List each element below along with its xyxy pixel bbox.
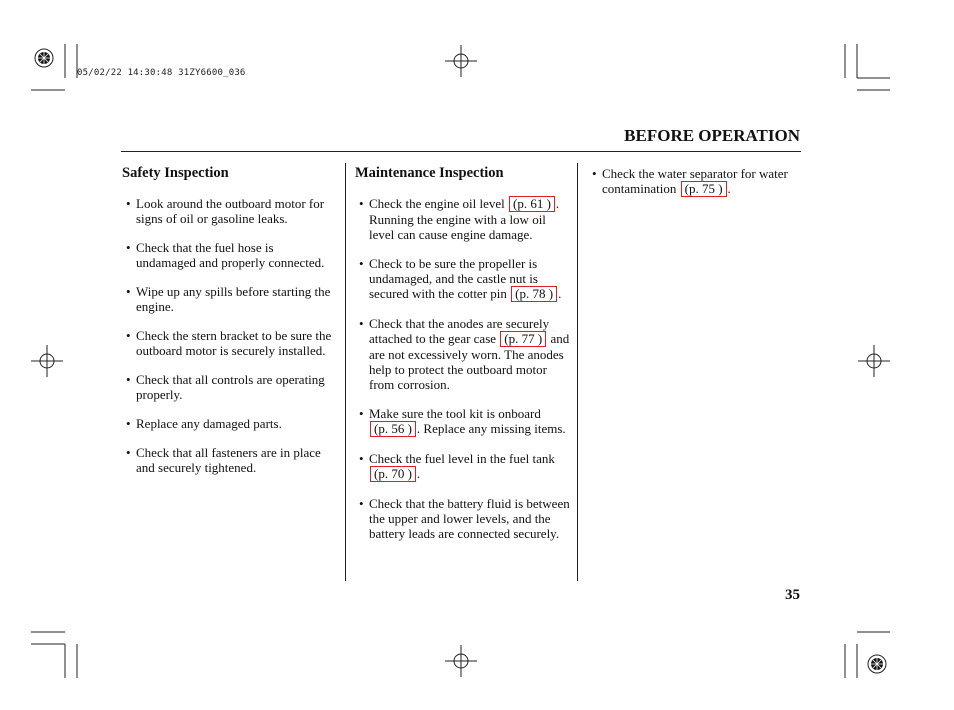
registration-target-right xyxy=(858,345,890,377)
page-ref-link[interactable]: (p. 70 ) xyxy=(370,466,416,482)
list-item: • Replace any damaged parts. xyxy=(126,416,282,431)
list-item: • Look around the outboard motor for signs of oil or gasoline leaks. xyxy=(126,196,325,226)
registration-target-bottom xyxy=(445,645,477,677)
column-divider-2 xyxy=(577,163,578,581)
column-divider-1 xyxy=(345,163,346,581)
checklist xyxy=(122,196,334,475)
list-item: • Check the stern bracket to be sure the outboard motor is securely installed. xyxy=(126,328,332,358)
safety-inspection-column xyxy=(122,164,334,489)
checklist xyxy=(355,196,573,541)
list-item: • Wipe up any spills before starting the engine. xyxy=(126,284,331,314)
maintenance-inspection-column xyxy=(355,164,573,555)
header-rule xyxy=(121,151,801,152)
list-item: • Check that the anodes are securely attached to the gear case (p. 77 ) and are not excessively worn. The anodes help to protect the outboard motor from corrosion. xyxy=(359,316,570,392)
list-item: • Check the engine oil level (p. 61 ) . Running the engine with a low oil level can cause engine damage. xyxy=(359,196,560,242)
registration-target-left xyxy=(31,345,63,377)
additional-checks-column xyxy=(588,166,788,211)
page-number: 35 xyxy=(785,587,800,603)
list-item: • Check to be sure the propeller is undamaged, and the castle nut is secured with the cotter pin (p. 78 ) . xyxy=(359,256,562,301)
list-item: • Make sure the tool kit is onboard (p. 56 ) . Replace any missing items. xyxy=(359,406,566,436)
list-item: • Check that all fasteners are in place and securely tightened. xyxy=(126,445,321,475)
list-item: • Check that the fuel hose is undamaged and properly connected. xyxy=(126,240,325,270)
starburst-mark-top-left xyxy=(35,49,53,67)
page-ref-link[interactable]: (p. 61 ) xyxy=(509,196,555,212)
registration-target-top xyxy=(445,45,477,77)
list-item: • Check the water separator for water contamination (p. 75 ) . xyxy=(592,166,788,196)
starburst-mark-bottom-right xyxy=(868,655,886,673)
list-item: • Check that all controls are operating properly. xyxy=(126,372,325,402)
page-ref-link[interactable]: (p. 78 ) xyxy=(511,286,557,302)
page-ref-link[interactable]: (p. 75 ) xyxy=(681,181,727,197)
list-item: • Check the fuel level in the fuel tank (p. 70 ) . xyxy=(359,451,555,481)
checklist xyxy=(588,166,788,197)
column-heading: Maintenance Inspection xyxy=(355,165,504,181)
list-item: • Check that the battery fluid is between the upper and lower levels, and the battery leads are connected securely. xyxy=(359,496,570,541)
print-code: 05/02/22 14:30:48 31ZY6600_036 xyxy=(77,68,246,78)
section-title: BEFORE OPERATION xyxy=(624,126,800,145)
page-ref-link[interactable]: (p. 77 ) xyxy=(500,331,546,347)
page-ref-link[interactable]: (p. 56 ) xyxy=(370,421,416,437)
column-heading: Safety Inspection xyxy=(122,165,229,181)
